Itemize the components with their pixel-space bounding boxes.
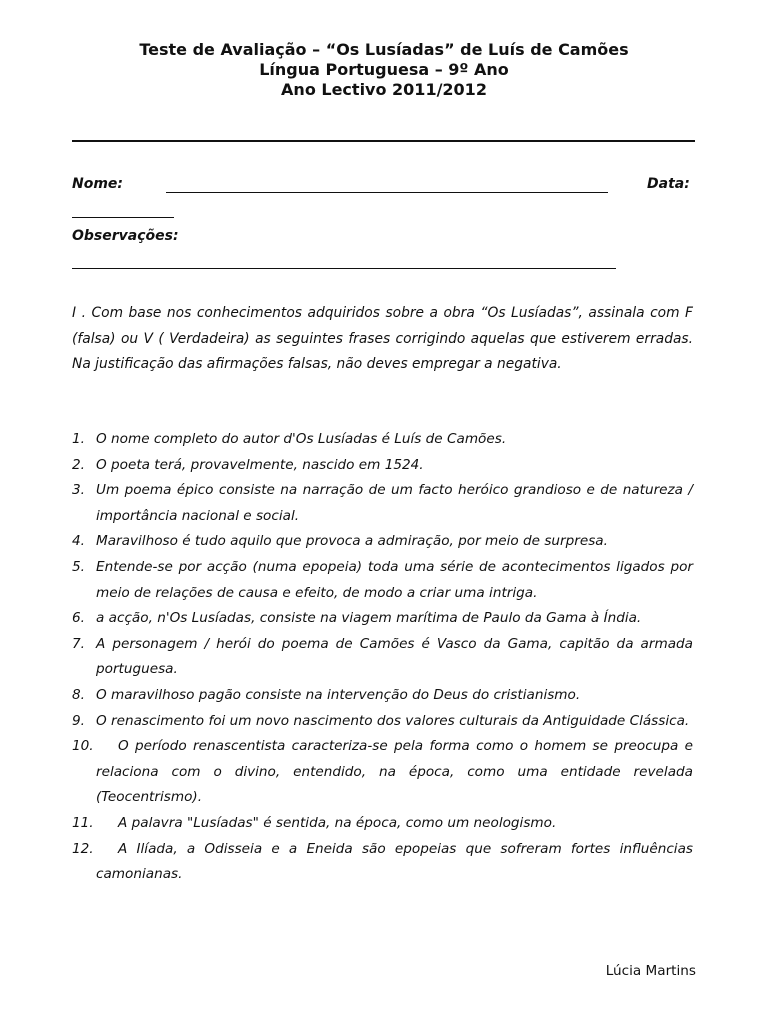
item-text: Entende-se por acção (numa epopeia) toda uma série de acontecimentos ligados por meio de relações de causa e efeito, de modo a criar uma intriga.: [96, 558, 693, 601]
item-number: 2.: [72, 456, 85, 473]
list-item: [72, 529, 693, 555]
item-number: 11.: [72, 814, 94, 831]
document-header: [0, 40, 768, 100]
item-number: 5.: [72, 558, 85, 575]
list-item: [72, 555, 693, 606]
name-label: Nome:: [72, 176, 124, 192]
item-text: A personagem / herói do poema de Camões é Vasco da Gama, capitão da armada portuguesa.: [96, 635, 693, 678]
item-number: 8.: [72, 686, 85, 703]
item-text-wrap: [72, 734, 693, 811]
name-line: [166, 192, 608, 193]
list-item: [72, 837, 693, 888]
item-text: A palavra "Lusíadas" é sentida, na época, como um neologismo.: [118, 814, 557, 831]
author-footer: Lúcia Martins: [605, 963, 696, 979]
header-divider: [72, 140, 695, 142]
school-year: Ano Lectivo 2011/2012: [281, 80, 487, 99]
item-text-wrap: [72, 837, 693, 888]
list-item: [72, 427, 693, 453]
item-number: 9.: [72, 712, 85, 729]
item-text: a acção, n'Os Lusíadas, consiste na viagem marítima de Paulo da Gama à Índia.: [96, 610, 642, 627]
list-item: [72, 478, 693, 529]
list-item: [72, 709, 693, 735]
item-text: O renascimento foi um novo nascimento dos valores culturais da Antiguidade Clássica.: [96, 712, 690, 729]
item-text: O período renascentista caracteriza-se pela forma como o homem se preocupa e relaciona com o divino, entendido, na época, como uma entidade revelada (Teocentrismo).: [96, 738, 693, 806]
item-text: O nome completo do autor d'Os Lusíadas é Luís de Camões.: [96, 431, 507, 447]
observations-label: Observações:: [72, 228, 179, 244]
test-title: Teste de Avaliação – “Os Lusíadas” de Luís de Camões: [139, 40, 629, 59]
list-item: [72, 734, 693, 811]
instructions-paragraph: I . Com base nos conhecimentos adquiridos sobre a obra “Os Lusíadas”, assinala com F (falsa) ou V ( Verdadeira) as seguintes frases corrigindo aquelas que estiverem erradas. Na justificação das afirmações falsas, não deves empregar a negativa.: [72, 305, 693, 372]
subject-line: Língua Portuguesa – 9º Ano: [259, 60, 509, 79]
item-number: 4.: [72, 533, 85, 550]
list-item: [72, 811, 693, 837]
statement-list: [72, 427, 693, 888]
item-text: O poeta terá, provavelmente, nascido em 1524.: [96, 456, 424, 473]
list-item: [72, 453, 693, 479]
item-number: 3.: [72, 482, 85, 499]
item-number: 10.: [72, 738, 94, 755]
list-item: [72, 683, 693, 709]
item-number: 6.: [72, 610, 85, 627]
date-line: [72, 217, 174, 218]
observations-line: [72, 268, 616, 269]
list-item: [72, 606, 693, 632]
item-text: Um poema épico consiste na narração de um facto heróico grandioso e de natureza / importância nacional e social.: [96, 482, 693, 524]
item-text-wrap: [72, 811, 693, 837]
item-number: 1.: [72, 431, 85, 447]
date-label: Data:: [647, 176, 690, 192]
item-text: O maravilhoso pagão consiste na intervenção do Deus do cristianismo.: [96, 686, 581, 703]
item-text: A Ilíada, a Odisseia e a Eneida são epopeias que sofreram fortes influências camonianas.: [96, 840, 693, 883]
item-number: 12.: [72, 840, 94, 857]
item-text: Maravilhoso é tudo aquilo que provoca a admiração, por meio de surpresa.: [96, 533, 608, 550]
item-number: 7.: [72, 635, 85, 652]
list-item: [72, 632, 693, 683]
